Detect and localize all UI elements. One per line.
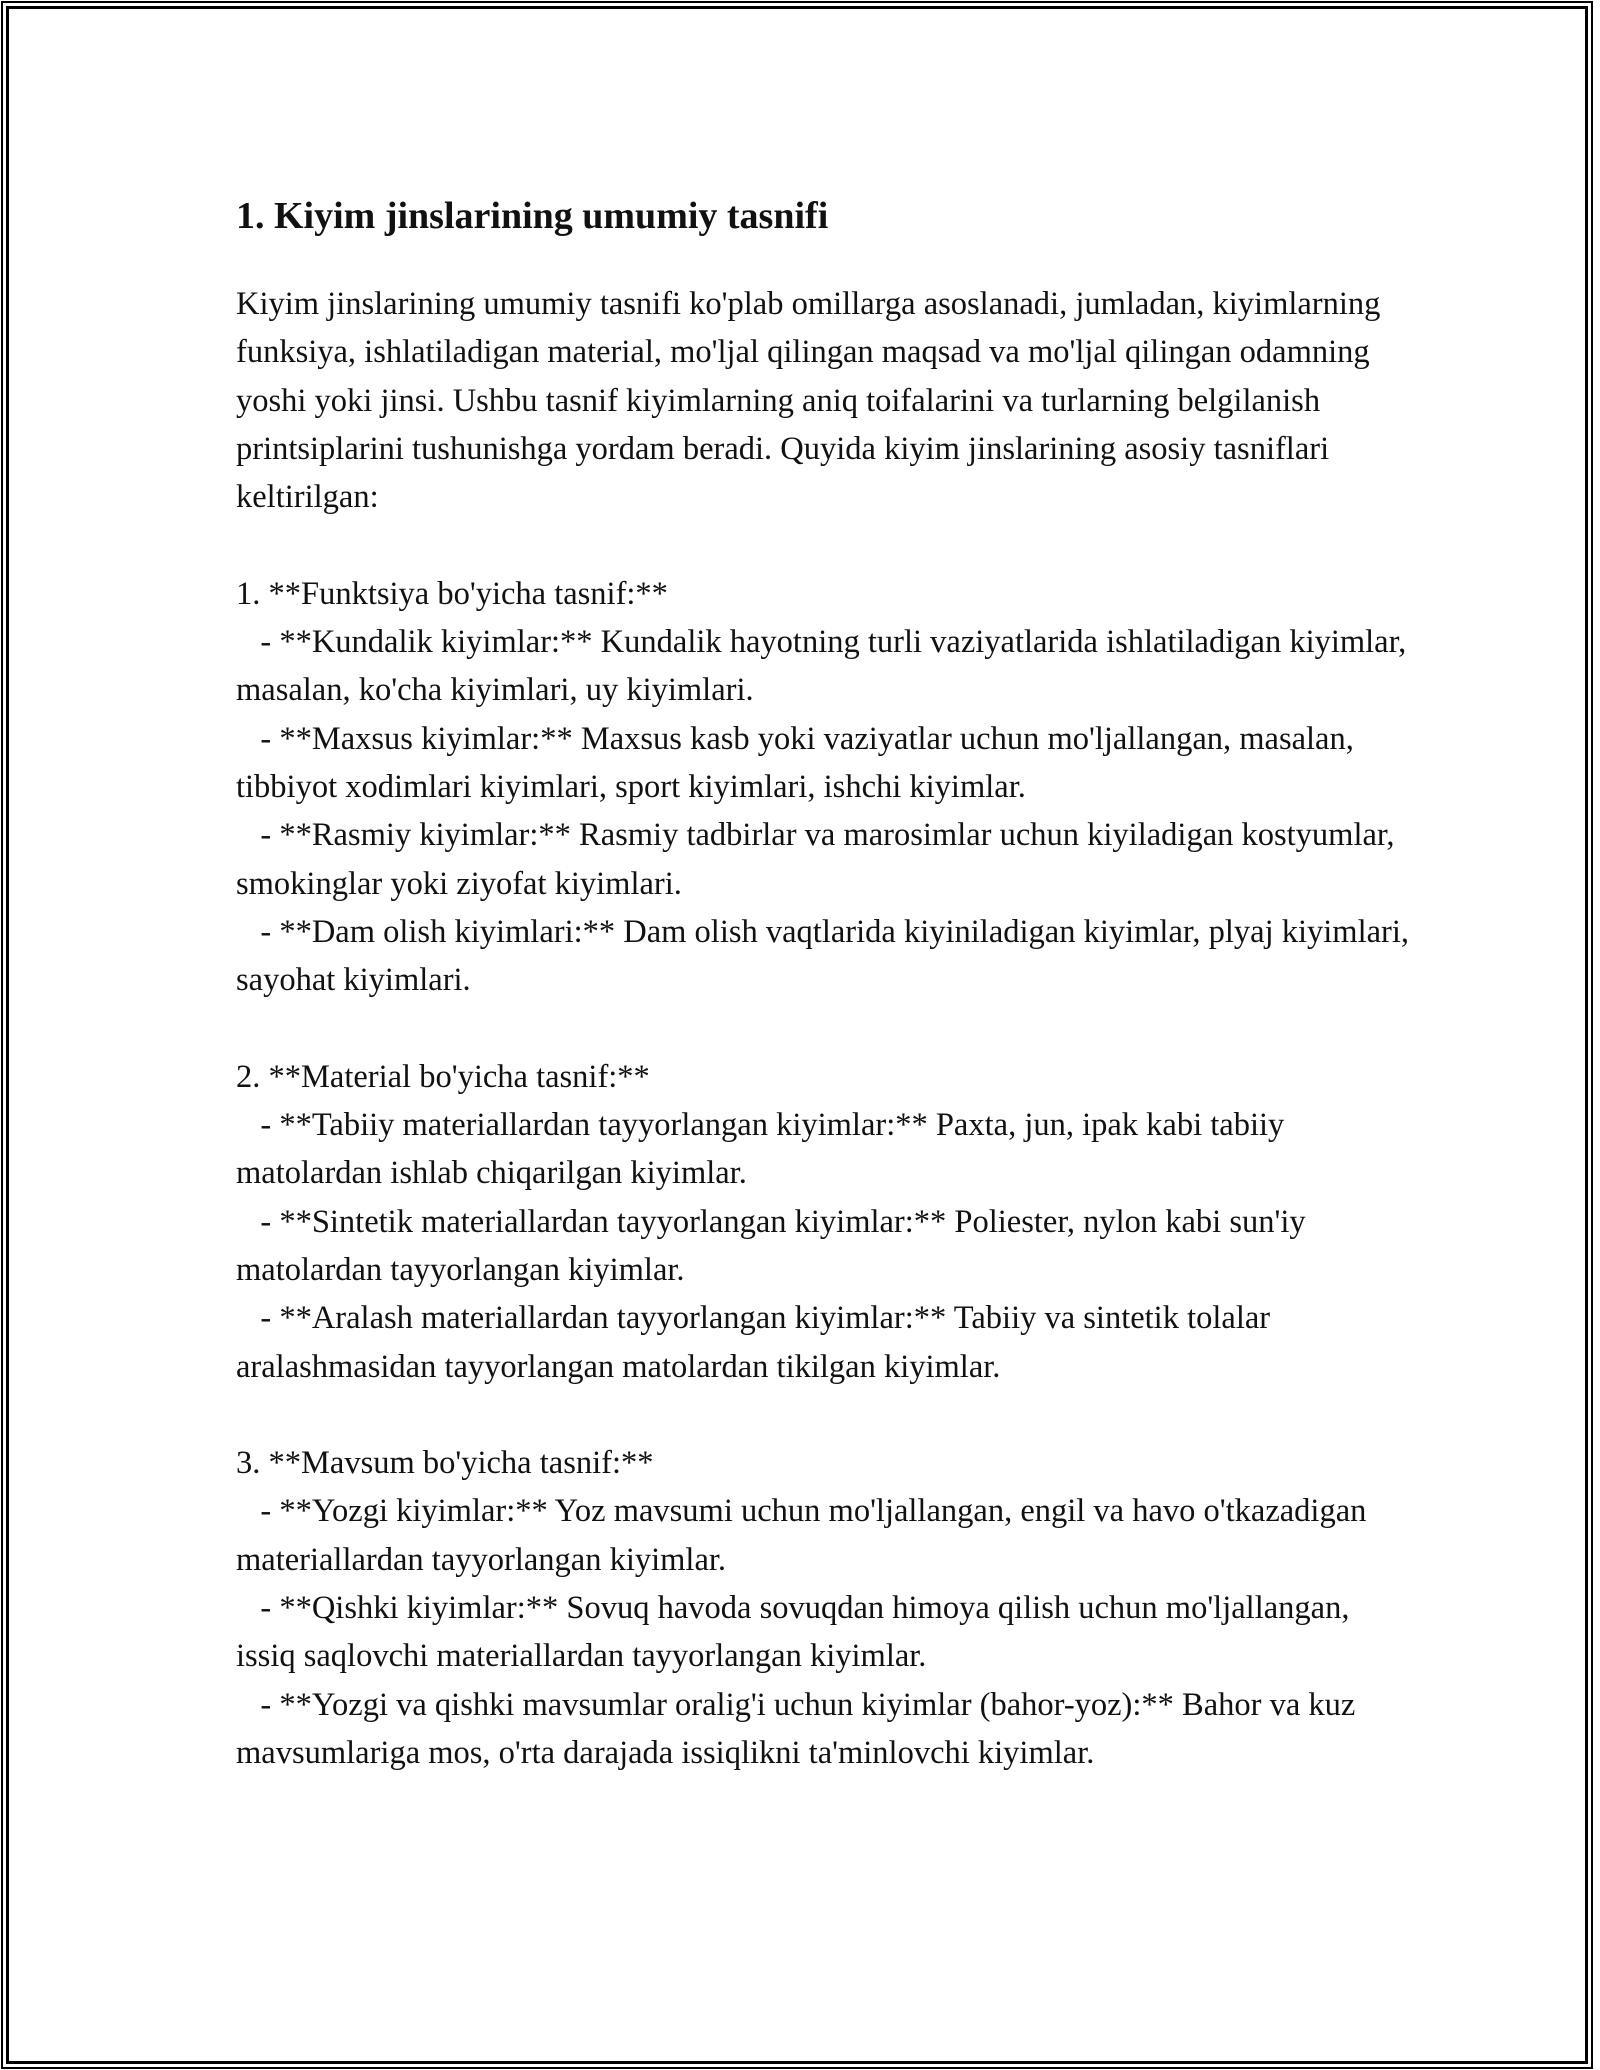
section-heading: 1. Kiyim jinslarining umumiy tasnifi: [236, 195, 829, 237]
body-text: Kiyim jinslarining umumiy tasnifi ko'plab omillarga asoslanadi, jumladan, kiyimlarning funksiya, ishlatiladigan material, mo'ljal qilingan maqsad va mo'ljal qilingan odamning yoshi yoki jinsi. Ushbu tasnif kiyimlarning aniq toifalarini va turlarning belgilanish printsiplarini tushunishga yordam beradi. Quyida kiyim jinslarining asosiy tasniflari keltirilgan: 1. **Funktsiya bo'yicha tasnif:** - **Kundalik kiyimlar:** Kundalik hayotning turli vaziyatlarida ishlatiladigan kiyimlar, masalan, ko'cha kiyimlari, uy kiyimlari. - **Maxsus kiyimlar:** Maxsus kasb yoki vaziyatlar uchun mo'ljallangan, masalan, tibbiyot xodimlari kiyimlari, sport kiyimlari, ishchi kiyimlar. - **Rasmiy kiyimlar:** Rasmiy tadbirlar va marosimlar uchun kiyiladigan kostyumlar, smokinglar yoki ziyofat kiyimlari. - **Dam olish kiyimlari:** Dam olish vaqtlarida kiyiniladigan kiyimlar, plyaj kiyimlari, sayohat kiyimlari. 2. **Material bo'yicha tasnif:** - **Tabiiy materiallardan tayyorlangan kiyimlar:** Paxta, jun, ipak kabi tabiiy matolardan ishlab chiqarilgan kiyimlar. - **Sintetik materiallardan tayyorlangan kiyimlar:** Poliester, nylon kabi sun'iy matolardan tayyorlangan kiyimlar. - **Aralash materiallardan tayyorlangan kiyimlar:** Tabiiy va sintetik tolalar aralashmasidan tayyorlangan matolardan tikilgan kiyimlar. 3. **Mavsum bo'yicha tasnif:** - **Yozgi kiyimlar:** Yoz mavsumi uchun mo'ljallangan, engil va havo o'tkazadigan materiallardan tayyorlangan kiyimlar. - **Qishki kiyimlar:** Sovuq havoda sovuqdan himoya qilish uchun mo'ljallangan, issiq saqlovchi materiallardan tayyorlangan kiyimlar. - **Yozgi va qishki mavsumlar oralig'i uchun kiyimlar (bahor-yoz):** Bahor va kuz mavsumlariga mos, o'rta darajada issiqlikni ta'minlovchi kiyimlar.: [236, 286, 1410, 1771]
document-body: [236, 180, 1416, 1777]
